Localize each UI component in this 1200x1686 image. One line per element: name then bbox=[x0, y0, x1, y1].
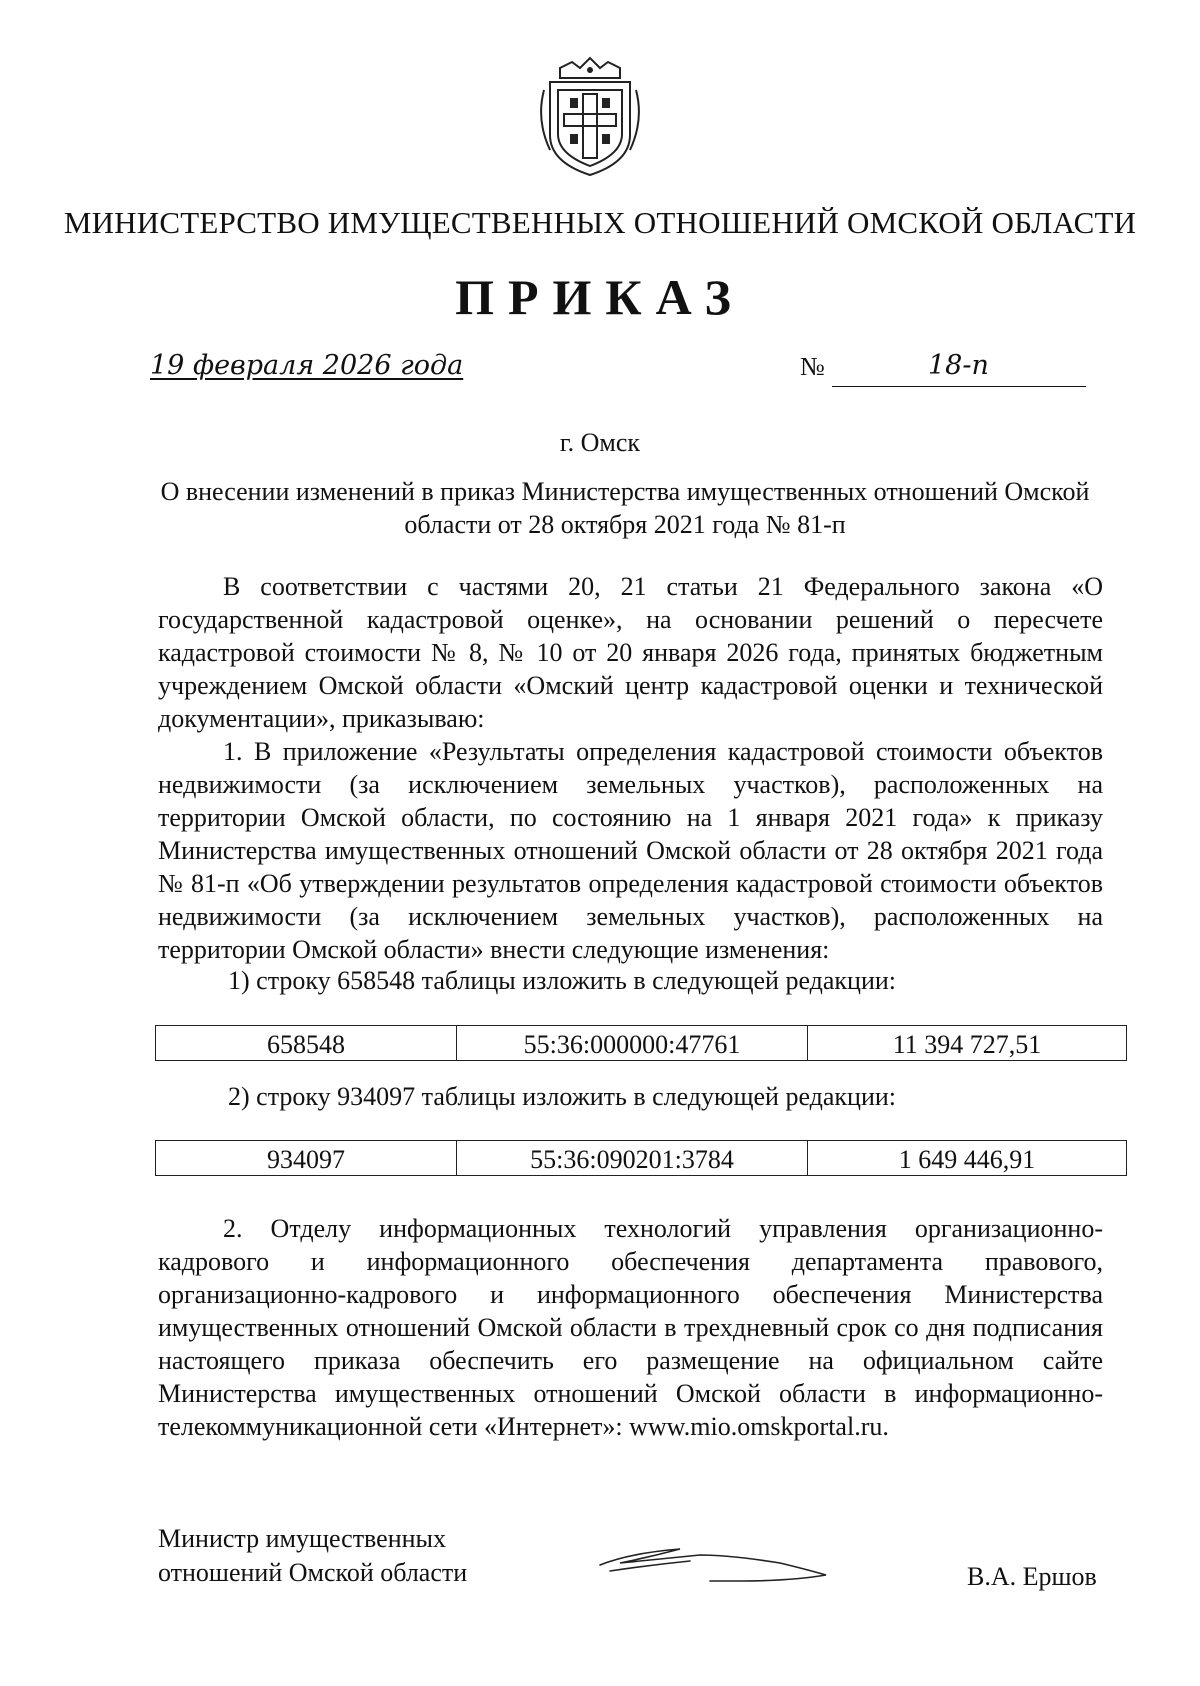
row-number-cell: 658548 bbox=[156, 1026, 457, 1060]
item-2-paragraph: 2. Отделу информационных технологий управления организационно-кадрового и информационного обеспечения департамента правового, организационно-кадрового и информационного обеспечения Министерства имущественных отношений Омской области в трехдневный срок со дня подписания настоящего приказа обеспечить его размещение на официальном сайте Министерства имущественных отношений Омской области в информационно-телекоммуникационной сети «Интернет»: www.mio.omskportal.ru. bbox=[158, 1214, 1103, 1441]
city: г. Омск bbox=[559, 428, 641, 457]
cadastral-value-cell: 11 394 727,51 bbox=[892, 1030, 1042, 1059]
cadastral-number-cell: 55:36:090201:3784 bbox=[457, 1141, 808, 1175]
document-title: ПРИКАЗ bbox=[455, 269, 745, 325]
handwritten-signature bbox=[590, 1535, 860, 1595]
signatory-position-line-1: Министр имущественных bbox=[158, 1524, 447, 1553]
cadastral-value-cell: 1 649 446,91 bbox=[898, 1145, 1036, 1174]
document-subject: О внесении изменений в приказ Министерства имущественных отношений Омской области от 28 октября 2021 года № 81-п bbox=[160, 477, 1090, 539]
subitem-1: 1) строку 658548 таблицы изложить в следующей редакции: bbox=[228, 966, 897, 995]
omsk-coat-of-arms-icon bbox=[530, 50, 650, 180]
signatory-name: В.А. Ершов bbox=[967, 1562, 1097, 1591]
ministry-name: МИНИСТЕРСТВО ИМУЩЕСТВЕННЫХ ОТНОШЕНИЙ ОМСКОЙ ОБЛАСТИ bbox=[63, 205, 1137, 240]
signatory-position bbox=[158, 1522, 467, 1590]
handwritten-number: 18-п bbox=[928, 350, 989, 381]
cadastral-number-cell: 55:36:000000:47761 bbox=[457, 1026, 808, 1060]
row-number-cell: 934097 bbox=[156, 1141, 457, 1175]
intro-paragraph: В соответствии с частями 20, 21 статьи 21 Федерального закона «О государственной кадастровой оценке», на основании решений о пересчете кадастровой стоимости № 8, № 10 от 20 января 2026 года, принятых бюджетным учреждением Омской области «Омский центр кадастровой оценки и технической документации», приказываю: bbox=[158, 572, 1103, 733]
handwritten-date: 19 февраля 2026 года bbox=[150, 350, 464, 381]
number-underline bbox=[832, 386, 1086, 387]
table-row bbox=[155, 1140, 1127, 1176]
item-1-paragraph: 1. В приложение «Результаты определения кадастровой стоимости объектов недвижимости (за исключением земельных участков), расположенных на территории Омской области, по состоянию на 1 января 2021 года» к приказу Министерства имущественных отношений Омской области от 28 октября 2021 года № 81-п «Об утверждении результатов определения кадастровой стоимости объектов недвижимости (за исключением земельных участков), расположенных на территории Омской области» внести следующие изменения: bbox=[158, 737, 1103, 964]
number-label: № bbox=[800, 352, 825, 381]
signatory-position-line-2: отношений Омской области bbox=[158, 1558, 468, 1587]
subitem-2: 2) строку 934097 таблицы изложить в следующей редакции: bbox=[228, 1082, 897, 1111]
table-row bbox=[155, 1025, 1127, 1061]
